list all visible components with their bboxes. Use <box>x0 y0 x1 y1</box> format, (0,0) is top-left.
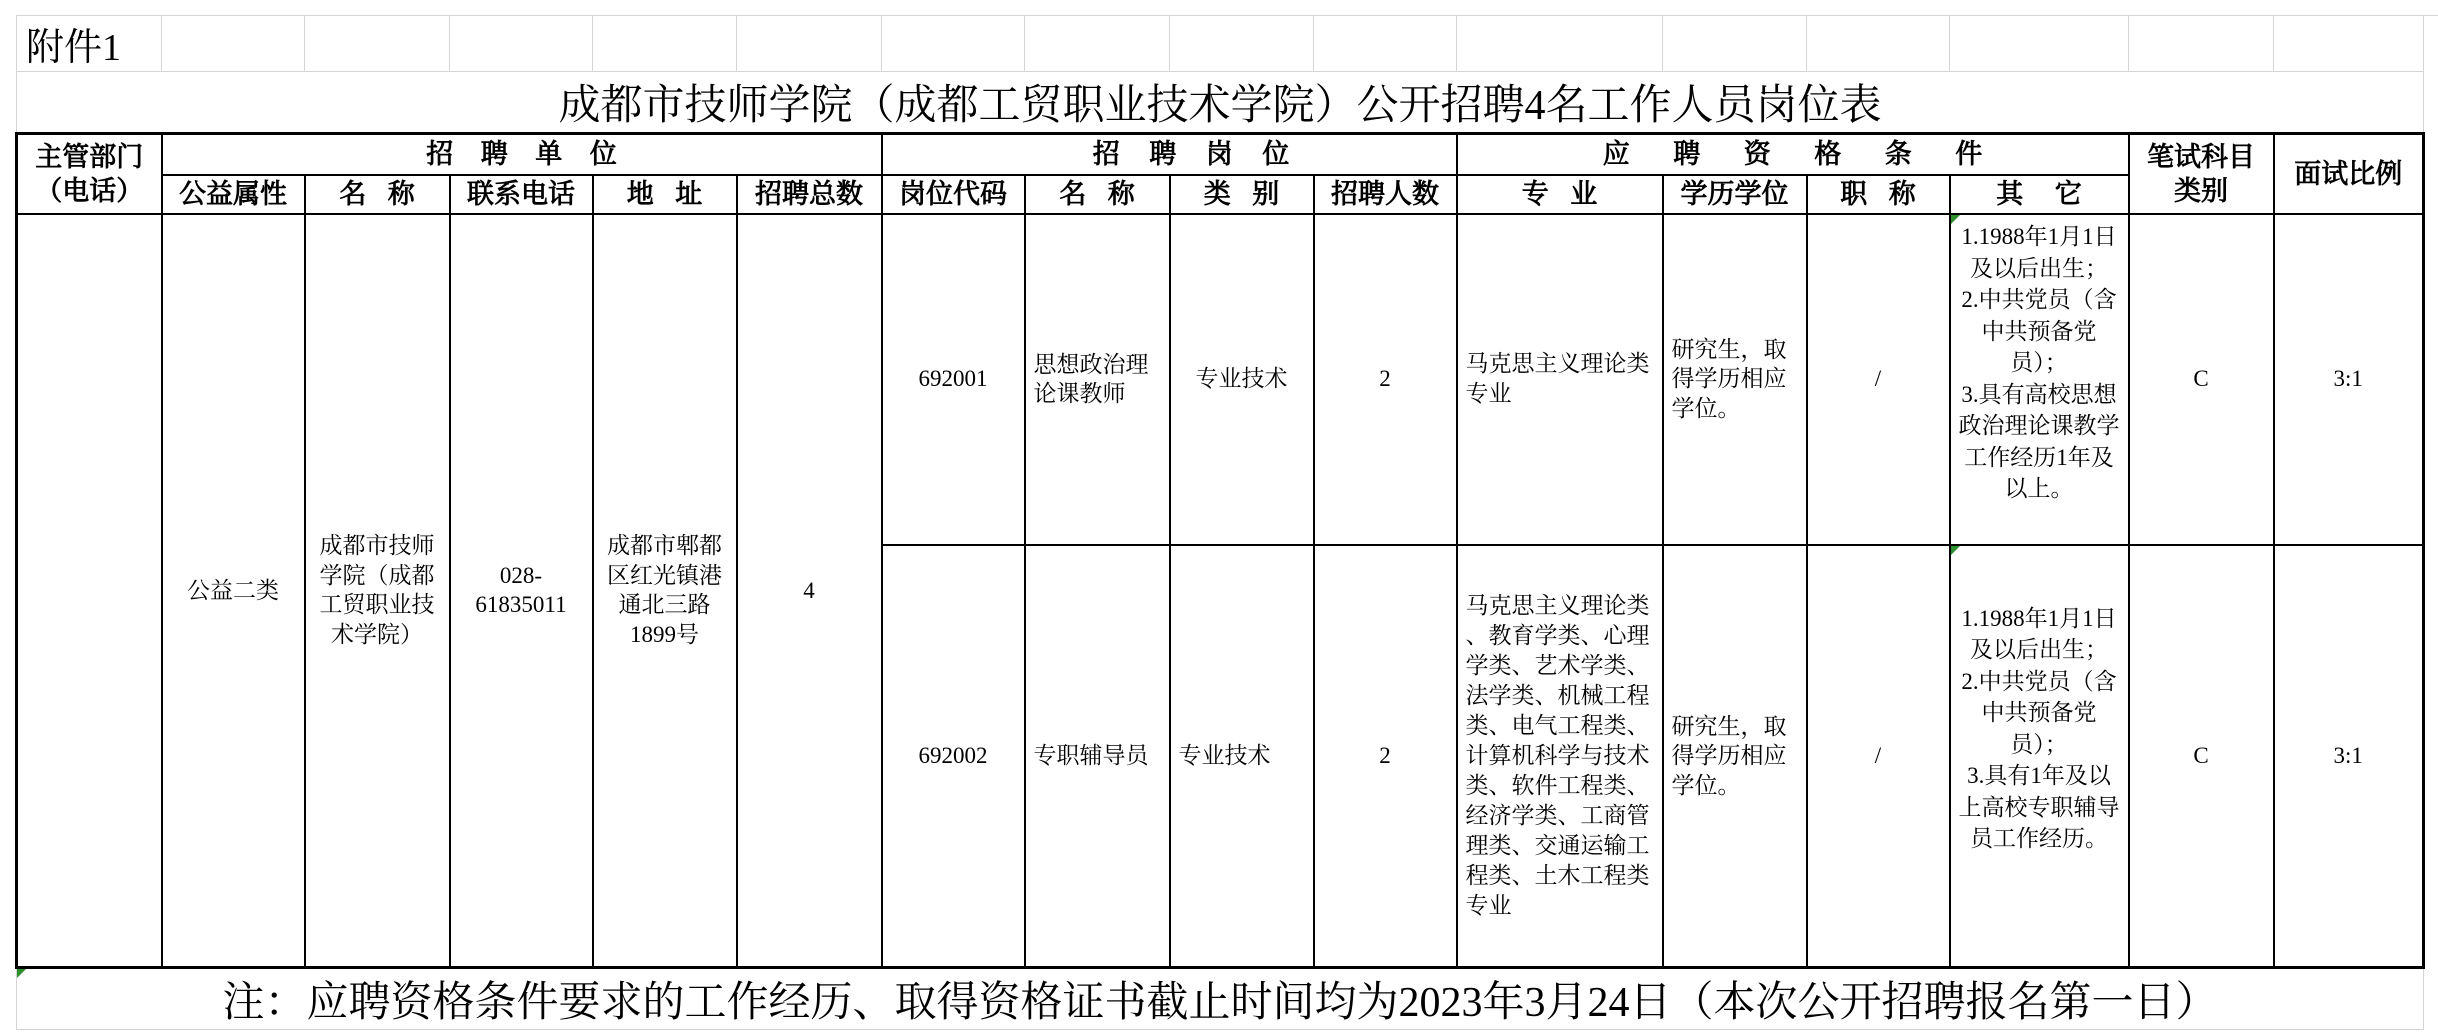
empty-cell <box>305 16 450 72</box>
post-name <box>1025 545 1170 968</box>
unit-address <box>593 214 737 968</box>
unit-name-line: 成都市技师 <box>319 533 435 559</box>
post-other-line: 及以后出生； <box>1970 637 2108 663</box>
post-category: 专业技术 <box>1170 214 1314 545</box>
unit-total: 4 <box>737 214 882 968</box>
post-major-line: 马克思主义理论类 <box>1465 351 1650 376</box>
gridline <box>2422 15 2438 16</box>
post-education <box>1663 545 1807 968</box>
comment-indicator-icon <box>17 969 26 978</box>
post-major <box>1457 214 1663 545</box>
header-address: 地 址 <box>593 175 737 214</box>
post-exam-category: C <box>2129 214 2274 545</box>
post-other-requirements <box>1950 545 2129 968</box>
post-other-line: 以上。 <box>2004 476 2074 502</box>
header-major: 专 业 <box>1457 175 1663 214</box>
annex-row <box>17 16 2424 72</box>
post-other-line: 员）； <box>2010 350 2068 376</box>
header-total: 招聘总数 <box>737 175 882 214</box>
empty-cell <box>593 16 737 72</box>
post-other-line: 3.具有高校思想 <box>1961 381 2117 407</box>
post-name <box>1025 214 1170 545</box>
post-title-rank: / <box>1807 545 1950 968</box>
unit-name-line: 学院（成都 <box>319 562 435 588</box>
header-post-name: 名 称 <box>1025 175 1170 214</box>
post-other-line: 1.1988年1月1日 <box>1961 224 2117 250</box>
post-other-line: 2.中共党员（含 <box>1961 668 2117 694</box>
post-major-line: 程类、土木工程类 <box>1465 862 1650 888</box>
post-name-line: 论课教师 <box>1033 381 1126 406</box>
empty-cell <box>1807 16 1950 72</box>
post-major-line: 专业 <box>1465 381 1512 406</box>
empty-cell <box>737 16 882 72</box>
post-major-line: 计算机科学与技术 <box>1465 742 1650 768</box>
unit-phone-line: 028- <box>499 562 543 588</box>
unit-address-line: 成都市郫都 <box>607 533 722 559</box>
post-education-line: 学位。 <box>1671 395 1741 421</box>
unit-phone-line: 61835011 <box>475 592 567 618</box>
empty-cell <box>162 16 305 72</box>
header-exam-line: 笔试科目 <box>2147 141 2255 172</box>
post-category: 专业技术 <box>1170 545 1314 968</box>
header-exam-line: 类别 <box>2174 175 2228 206</box>
empty-cell <box>1314 16 1457 72</box>
empty-cell <box>1170 16 1314 72</box>
post-other-line: 员工作经历。 <box>1970 826 2108 852</box>
comment-indicator-icon <box>1951 546 1960 555</box>
post-education-line: 研究生，取 <box>1671 336 1787 362</box>
post-other-line: 中共预备党 <box>1981 700 2097 726</box>
empty-cell <box>1663 16 1807 72</box>
annex-label: 附件1 <box>17 16 162 72</box>
footnote-text: 注：应聘资格条件要求的工作经历、取得资格证书截止时间均为2023年3月24日（本次公开招聘报名第一日） <box>222 980 2218 1026</box>
post-education-line: 研究生，取 <box>1671 713 1787 739</box>
unit-address-line: 1899号 <box>630 621 699 647</box>
unit-name <box>305 214 450 968</box>
post-other-line: 1.1988年1月1日 <box>1961 605 2117 631</box>
footnote <box>17 968 2424 1030</box>
unit-phone <box>450 214 593 968</box>
footnote-row <box>17 968 2424 1030</box>
post-major-line: 法学类、机械工程 <box>1465 682 1650 708</box>
unit-nature: 公益二类 <box>162 214 305 968</box>
header-group-unit: 招 聘 单 位 <box>162 134 882 175</box>
post-major-line: 类、软件工程类、 <box>1465 772 1650 798</box>
header-row-groups <box>17 134 2424 175</box>
header-phone: 联系电话 <box>450 175 593 214</box>
unit-department-cell <box>17 214 162 968</box>
post-name-line: 思想政治理 <box>1033 351 1149 377</box>
post-code: 692001 <box>882 214 1025 545</box>
post-major-line: 专业 <box>1465 892 1512 918</box>
unit-name-line: 工贸职业技 <box>319 592 435 618</box>
post-count: 2 <box>1314 214 1457 545</box>
post-other-line: 2.中共党员（含 <box>1961 287 2117 313</box>
post-exam-category: C <box>2129 545 2274 968</box>
empty-cell <box>882 16 1025 72</box>
title-row <box>17 72 2424 134</box>
post-major-line: 马克思主义理论类 <box>1465 592 1650 618</box>
header-unit-nature: 公益属性 <box>162 175 305 214</box>
post-major-line: 、教育学类、心理 <box>1465 622 1650 648</box>
header-post-code: 岗位代码 <box>882 175 1025 214</box>
post-code: 692002 <box>882 545 1025 968</box>
empty-cell <box>2129 16 2274 72</box>
header-row-columns <box>17 175 2424 214</box>
post-education <box>1663 214 1807 545</box>
header-unit-name: 名 称 <box>305 175 450 214</box>
post-other-line: 员）； <box>2010 731 2068 757</box>
post-other-line: 上高校专职辅导 <box>1958 794 2120 820</box>
header-post-category: 类 别 <box>1170 175 1314 214</box>
header-title-rank: 职 称 <box>1807 175 1950 214</box>
empty-cell <box>1025 16 1170 72</box>
post-name-line: 专职辅导员 <box>1033 743 1149 768</box>
post-row-1 <box>17 214 2424 545</box>
post-title-rank: / <box>1807 214 1950 545</box>
post-education-line: 学位。 <box>1671 772 1741 798</box>
post-other-requirements <box>1950 214 2129 545</box>
header-other: 其 它 <box>1950 175 2129 214</box>
post-interview-ratio: 3:1 <box>2274 214 2424 545</box>
post-major <box>1457 545 1663 968</box>
header-education: 学历学位 <box>1663 175 1807 214</box>
header-department-line: 主管部门 <box>35 141 144 172</box>
header-department-line: （电话） <box>35 175 144 206</box>
recruitment-position-table <box>15 15 2425 1030</box>
post-other-line: 3.具有1年及以 <box>1967 763 2111 789</box>
header-post-count: 招聘人数 <box>1314 175 1457 214</box>
post-major-line: 经济学类、工商管 <box>1465 802 1650 828</box>
post-interview-ratio: 3:1 <box>2274 545 2424 968</box>
post-other-line: 工作经历1年及 <box>1964 444 2114 470</box>
empty-cell <box>2274 16 2424 72</box>
post-education-line: 得学历相应 <box>1671 366 1787 392</box>
unit-name-line: 术学院） <box>331 621 423 647</box>
unit-address-line: 通北三路 <box>618 592 711 618</box>
header-exam-category <box>2129 134 2274 214</box>
unit-address-line: 区红光镇港 <box>607 562 722 588</box>
post-major-line: 学类、艺术学类、 <box>1465 652 1650 678</box>
post-other-line: 及以后出生； <box>1970 255 2108 281</box>
comment-indicator-icon <box>1951 215 1960 224</box>
header-group-post: 招 聘 岗 位 <box>882 134 1457 175</box>
post-education-line: 得学历相应 <box>1671 743 1787 768</box>
header-group-requirements: 应 聘 资 格 条 件 <box>1457 134 2129 175</box>
post-other-line: 中共预备党 <box>1981 318 2097 344</box>
empty-cell <box>1457 16 1663 72</box>
post-other-line: 政治理论课教学 <box>1958 413 2120 439</box>
empty-cell <box>450 16 593 72</box>
post-major-line: 类、电气工程类、 <box>1465 712 1650 738</box>
post-major-line: 理类、交通运输工 <box>1465 832 1650 858</box>
header-department <box>17 134 162 214</box>
header-interview-ratio: 面试比例 <box>2274 134 2424 214</box>
post-count: 2 <box>1314 545 1457 968</box>
sheet-title: 成都市技师学院（成都工贸职业技术学院）公开招聘4名工作人员岗位表 <box>17 72 2424 134</box>
empty-cell <box>1950 16 2129 72</box>
